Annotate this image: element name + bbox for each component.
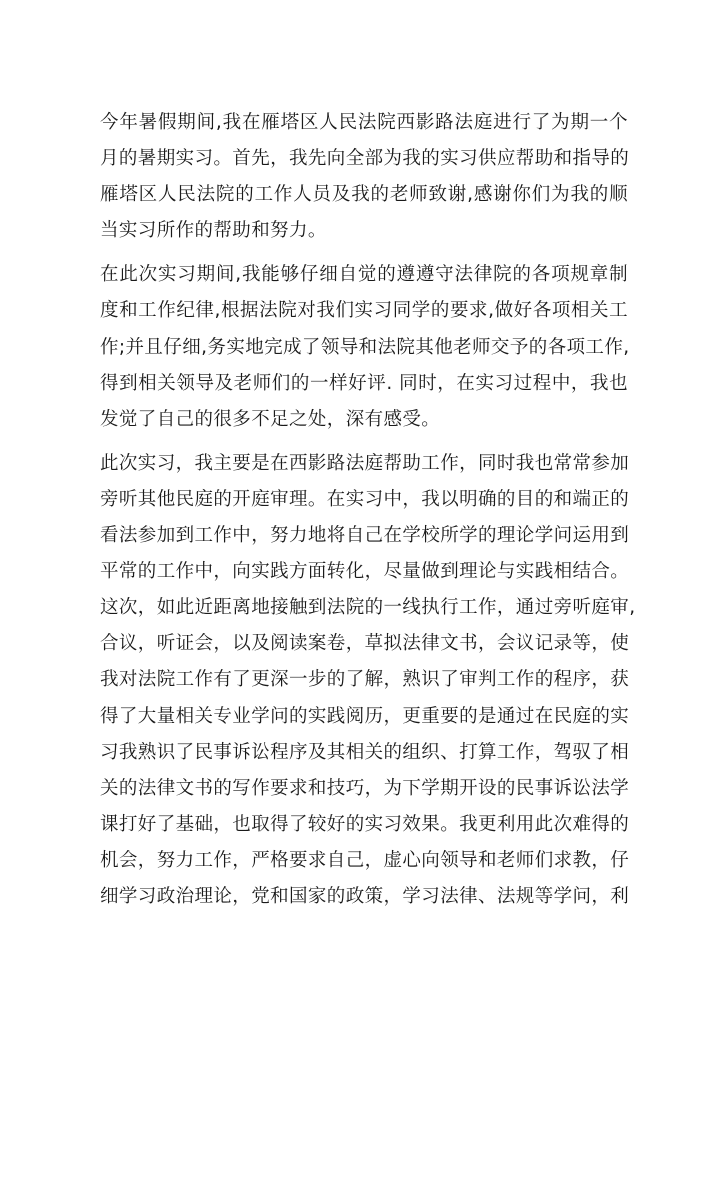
text-line: 看法参加到工作中，努力地将自己在学校所学的理论学问运用到 <box>100 525 630 547</box>
text-line: 合议，听证会，以及阅读案卷，草拟法律文书，会议记录等，使 <box>100 633 630 655</box>
text-line: 此次实习，我主要是在西影路法庭帮助工作，同时我也常常参加 <box>100 452 630 474</box>
text-line: 我对法院工作有了更深一步的了解，熟识了审判工作的程序，获 <box>100 669 630 691</box>
text-line: 习我熟识了民事诉讼程序及其相关的组织、打算工作，驾驭了相 <box>100 741 630 763</box>
text-line: 课打好了基础，也取得了较好的实习效果。我更利用此次难得的 <box>100 813 630 835</box>
paragraph-gap <box>100 249 628 257</box>
text-line: 细学习政治理论，党和国家的政策，学习法律、法规等学问，利 <box>100 885 630 907</box>
text-line: 度和工作纪律,根据法院对我们实习同学的要求,做好各项相关工 <box>100 300 628 322</box>
text-line: 在此次实习期间,我能够仔细自觉的遵遵守法律院的各项规章制 <box>100 264 628 286</box>
paragraph-gap <box>100 438 628 446</box>
text-line: 得了大量相关专业学问的实践阅历，更重要的是通过在民庭的实 <box>100 705 630 727</box>
text-line: 关的法律文书的写作要求和技巧，为下学期开设的民事诉讼法学 <box>100 777 630 799</box>
text-line: 平常的工作中，向实践方面转化，尽量做到理论与实践相结合。 <box>100 561 630 583</box>
text-line: 今年暑假期间,我在雁塔区人民法院西影路法庭进行了为期一个 <box>100 112 628 133</box>
paragraph-2 <box>100 257 628 437</box>
text-line: 雁塔区人民法院的工作人员及我的老师致谢,感谢你们为我的顺 <box>100 184 628 206</box>
text-line: 旁听其他民庭的开庭审理。在实习中，我以明确的目的和端正的 <box>100 488 630 510</box>
text-line: 得到相关领导及老师们的一样好评. 同时，在实习过程中，我也 <box>100 372 628 394</box>
text-line: 发觉了自己的很多不足之处，深有感受。 <box>100 408 441 430</box>
paragraph-1 <box>100 105 628 249</box>
text-line: 作;并且仔细,务实地完成了领导和法院其他老师交予的各项工作, <box>100 336 630 358</box>
text-line: 月的暑期实习。首先，我先向全部为我的实习供应帮助和指导的 <box>100 148 630 170</box>
text-line: 这次，如此近距离地接触到法院的一线执行工作，通过旁听庭审, <box>100 597 636 619</box>
paragraph-3 <box>100 446 636 915</box>
text-line: 当实习所作的帮助和努力。 <box>100 220 327 242</box>
text-line: 机会，努力工作，严格要求自己，虚心向领导和老师们求教，仔 <box>100 849 630 871</box>
document-body <box>100 105 636 915</box>
